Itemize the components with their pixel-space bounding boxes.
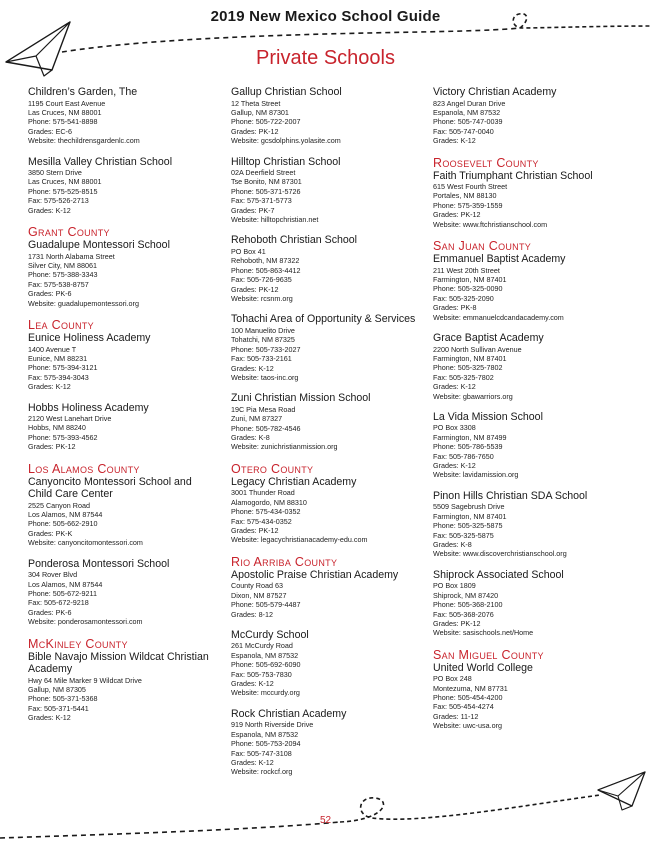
school-details [231,405,426,452]
school-entry [231,569,426,619]
phone-line: Phone: 575-359-1559 [433,200,503,210]
school-name: Tohachi Area of Opportunity & Services [231,313,416,326]
fax-line: Fax: 505-672-9218 [28,598,89,608]
address-line: 3850 Stern Drive [28,168,82,178]
website-line: Website: rcsnm.org [231,294,293,303]
website-line: Website: emmanuelcdcandacademy.com [433,312,564,322]
page-header-title: 2019 New Mexico School Guide [210,8,441,25]
address-line: 304 Rover Blvd [28,570,78,580]
grades-line: Grades: K-12 [28,205,71,215]
school-details [28,414,218,452]
grades-line: Grades: PK-12 [433,618,481,628]
phone-line: Phone: 575-388-3343 [28,270,98,280]
grades-line: Grades: PK-7 [231,205,275,215]
phone-line: Phone: 575-434-0352 [231,507,301,517]
address-line: Tohatchi, NM 87325 [231,335,295,345]
school-details [28,345,218,392]
address-line: Tse Bonito, NM 87301 [231,177,302,187]
school-entry [433,569,645,638]
grades-line: Grades: PK-12 [231,126,279,136]
address-line: Gallup, NM 87301 [231,107,289,117]
website-line: Website: zunichristianmission.org [231,442,338,452]
address-line: 5509 Sagebrush Drive [433,502,505,512]
phone-line: Phone: 505-722-2007 [231,117,301,127]
fax-line: Fax: 505-786-7650 [433,451,494,461]
address-line: 12 Theta Street [231,98,281,108]
county-heading: Los Alamos County [28,461,140,476]
website-line: Website: ponderosamontessori.com [28,617,143,627]
address-line: Rehoboth, NM 87322 [231,256,300,266]
school-name: Mesilla Valley Christian School [28,155,173,168]
phone-line: Phone: 505-325-5875 [433,521,503,531]
school-details [433,99,645,146]
phone-line: Phone: 575-394-3121 [28,363,98,373]
website-line: Website: mccurdy.org [231,688,300,698]
school-details [433,581,645,637]
fax-line: Fax: 505-753-7830 [231,669,292,679]
column-2 [231,86,426,787]
phone-line: Phone: 505-662-2910 [28,519,98,529]
school-name: Grace Baptist Academy [433,332,544,344]
school-details [28,501,218,548]
school-entry [231,86,426,146]
website-line: Website: uwc-usa.org [433,721,502,731]
address-line: 2120 West Lanehart Drive [28,414,112,424]
school-entry [433,662,645,731]
school-name: Rehoboth Christian School [231,234,358,247]
school-name: Apostolic Praise Christian Academy [231,568,399,581]
website-line: Website: www.discoverchristianschool.org [433,549,567,559]
address-line: 19C Pia Mesa Road [231,404,296,414]
address-line: 919 North Riverside Drive [231,720,314,730]
phone-line: Phone: 575-541-8898 [28,117,98,127]
fax-line: Fax: 505-371-5441 [28,703,89,713]
address-line: 1195 Court East Avenue [28,98,106,108]
grades-line: Grades: K-12 [28,713,71,723]
phone-line: Phone: 505-368-2100 [433,600,503,610]
fax-line: Fax: 575-371-5773 [231,196,292,206]
address-line: PO Box 41 [231,246,266,256]
school-entry [433,86,645,146]
school-entry [231,234,426,303]
school-details [28,168,218,215]
school-entry [231,313,426,382]
school-details [433,423,645,479]
school-name: Eunice Holiness Academy [28,332,151,344]
school-entry [28,86,218,146]
grades-line: Grades: K-12 [28,382,71,392]
address-line: 02A Deerfield Street [231,168,296,178]
phone-line: Phone: 505-753-2094 [231,739,301,749]
school-name: Children’s Garden, The [28,86,138,98]
website-line: Website: sasischools.net/Home [433,628,534,638]
fax-line: Fax: 505-325-2090 [433,293,494,303]
school-entry [433,490,645,559]
address-line: Hwy 64 Mile Marker 9 Wildcat Drive [28,675,142,685]
grades-line: Grades: EC-6 [28,126,72,136]
address-line: Espanola, NM 87532 [231,650,299,660]
county-heading: Grant County [28,225,110,240]
school-name: Legacy Christian Academy [231,475,357,488]
school-name: United World College [433,661,533,674]
address-line: 211 West 20th Street [433,265,500,275]
school-details [231,99,426,146]
phone-line: Phone: 505-672-9211 [28,589,98,598]
school-name: Hobbs Holiness Academy [28,401,149,414]
county-heading: Lea County [28,318,94,332]
address-line: Hobbs, NM 88240 [28,423,86,433]
school-entry [28,476,218,548]
address-line: Farmington, NM 87401 [433,511,507,521]
address-line: PO Box 3308 [433,423,476,433]
school-entry [28,156,218,216]
school-entry [231,392,426,452]
fax-line: Fax: 505-325-7802 [433,372,494,382]
fax-line: Fax: 575-526-2713 [28,196,89,206]
school-name: Faith Triumphant Christian School [433,169,593,182]
address-line: 3001 Thunder Road [231,488,295,498]
page-number: 52 [319,815,332,826]
school-name: Bible Navajo Mission Wildcat Christian Academy [28,650,209,676]
address-line: 100 Manuelito Drive [231,325,295,335]
column-1 [28,86,218,733]
school-details [231,641,426,697]
school-entry [28,558,218,627]
address-line: Shiprock, NM 87420 [433,590,499,600]
address-line: Alamogordo, NM 88310 [231,497,307,507]
address-line: Los Alamos, NM 87544 [28,579,103,589]
school-name: Zuni Christian Mission School [231,392,371,405]
fax-line: Fax: 575-394-3043 [28,372,89,382]
grades-line: Grades: K-12 [433,382,476,392]
county-heading: McKinley County [28,636,128,651]
address-line: 2200 North Sullivan Avenue [433,344,522,354]
school-name: Rock Christian Academy [231,707,347,720]
fax-line: Fax: 575-434-0352 [231,516,292,526]
grades-line: Grades: K-12 [231,363,274,373]
grades-line: Grades: K-12 [231,758,274,767]
grades-line: Grades: PK-6 [28,607,72,617]
school-details [433,674,645,730]
phone-line: Phone: 505-325-7802 [433,363,503,373]
school-details [28,570,218,626]
school-details [28,99,218,146]
address-line: Gallup, NM 87305 [28,685,86,695]
school-entry [231,629,426,698]
fax-line: Fax: 575-538-8757 [28,279,89,289]
school-entry [433,411,645,480]
school-details [433,182,645,229]
address-line: 1731 North Alabama Street [28,251,115,261]
phone-line: Phone: 505-454-4200 [433,693,503,703]
school-entry [28,332,218,392]
county-heading: Roosevelt County [433,155,539,170]
school-entry [28,402,218,452]
address-line: Espanola, NM 87532 [433,107,501,117]
website-line: Website: lavidamission.org [433,470,519,480]
school-name: La Vida Mission School [433,410,543,423]
school-entry [433,253,645,322]
address-line: Zuni, NM 87327 [231,414,283,424]
county-heading: San Juan County [433,239,532,254]
website-line: Website: www.ftchristianschool.com [433,219,548,229]
address-line: Portales, NM 88130 [433,191,497,201]
phone-line: Phone: 505-371-5726 [231,186,301,196]
school-name: Pinon Hills Christian SDA School [433,489,588,502]
school-entry [231,156,426,225]
website-line: Website: guadalupemontessori.org [28,298,139,308]
grades-line: Grades: 11-12 [433,711,479,721]
address-line: Farmington, NM 87401 [433,353,507,363]
fax-line: Fax: 505-325-5875 [433,530,494,540]
website-line: Website: canyoncitomontessori.com [28,538,143,548]
address-line: Eunice, NM 88231 [28,353,88,363]
website-line: Website: rockcf.org [231,767,293,777]
county-heading: San Miguel County [433,647,544,662]
address-line: Espanola, NM 87532 [231,729,299,739]
phone-line: Phone: 505-325-0090 [433,284,503,294]
grades-line: Grades: PK-K [28,528,73,538]
school-name: Hilltop Christian School [231,155,341,168]
school-entry [433,332,645,401]
school-name: Ponderosa Montessori School [28,557,170,570]
grades-line: Grades: PK-12 [231,284,279,294]
phone-line: Phone: 505-692-6090 [231,660,301,670]
school-entry [231,708,426,777]
grades-line: Grades: K-8 [433,540,472,549]
school-entry [231,476,426,545]
phone-line: Phone: 575-525-8515 [28,186,98,196]
address-line: Montezuma, NM 87731 [433,683,508,693]
school-details [231,488,426,544]
phone-line: Phone: 505-782-4546 [231,423,301,433]
fax-line: Fax: 505-368-2076 [433,609,494,619]
fax-line: Fax: 505-747-3108 [231,748,292,758]
school-details [28,676,218,723]
fax-line: Fax: 505-747-0040 [433,126,494,136]
phone-line: Phone: 575-393-4562 [28,432,98,442]
school-name: Emmanuel Baptist Academy [433,253,566,266]
school-name: Canyoncito Montessori School and Child Care Center [28,475,192,501]
school-details [231,581,426,619]
grades-line: Grades: PK-12 [231,526,279,535]
address-line: PO Box 1809 [433,581,476,591]
column-3 [433,86,645,741]
grades-line: Grades: PK-12 [433,210,481,220]
fax-line: Fax: 505-454-4274 [433,702,494,712]
school-entry [433,170,645,230]
address-line: 823 Angel Duran Drive [433,98,506,108]
website-line: Website: legacychristianacademy-edu.com [231,535,368,545]
fax-line: Fax: 505-733-2161 [231,354,292,364]
school-name: Shiprock Associated School [433,568,564,581]
phone-line: Phone: 505-747-0039 [433,117,503,127]
address-line: 261 McCurdy Road [231,641,293,651]
phone-line: Phone: 505-863-4412 [231,265,301,275]
phone-line: Phone: 505-786-5539 [433,442,503,452]
section-title: Private Schools [256,47,395,69]
grades-line: Grades: PK-12 [28,442,76,452]
paper-airplane-icon [598,772,645,810]
grades-line: Grades: PK-8 [433,303,477,313]
grades-line: Grades: PK-6 [28,289,72,299]
school-details [231,247,426,303]
school-details [231,326,426,382]
grades-line: Grades: K-8 [231,433,270,443]
school-name: Gallup Christian School [231,86,342,98]
phone-line: Phone: 505-371-5368 [28,694,98,704]
address-line: Dixon, NM 87527 [231,590,287,600]
address-line: Las Cruces, NM 88001 [28,177,102,187]
grades-line: Grades: K-12 [433,461,476,471]
county-heading: Rio Arriba County [231,554,338,569]
school-details [433,266,645,322]
address-line: Las Cruces, NM 88001 [28,107,102,117]
address-line: Farmington, NM 87401 [433,274,507,284]
county-heading: Otero County [231,461,314,476]
address-line: PO Box 248 [433,674,472,684]
grades-line: Grades: K-12 [231,679,274,689]
address-line: County Road 63 [231,581,283,591]
address-line: 2525 Canyon Road [28,500,90,510]
website-line: Website: taos-inc.org [231,372,299,382]
address-line: 1400 Avenue T [28,344,77,354]
school-entry [28,239,218,308]
address-line: 615 West Fourth Street [433,182,508,192]
school-details [231,720,426,776]
website-line: Website: gcsdolphins.yolasite.com [231,136,341,146]
school-name: Victory Christian Academy [433,86,557,98]
website-line: Website: gbawarriors.org [433,391,513,401]
fax-line: Fax: 505-726-9635 [231,275,292,285]
website-line: Website: thechildrensgardenlc.com [28,136,140,146]
phone-line: Phone: 505-733-2027 [231,344,301,354]
school-details [231,168,426,224]
grades-line: Grades: K-12 [433,136,476,146]
address-line: Farmington, NM 87499 [433,432,507,442]
grades-line: Grades: 8-12 [231,609,273,619]
school-name: McCurdy School [231,628,309,641]
school-details [433,345,645,401]
phone-line: Phone: 505-579-4487 [231,600,301,610]
school-details [433,502,645,558]
school-name: Guadalupe Montessori School [28,239,170,252]
school-details [28,252,218,308]
address-line: Silver City, NM 88061 [28,260,97,270]
school-entry [28,651,218,723]
website-line: Website: hilltopchristian.net [231,215,319,225]
address-line: Los Alamos, NM 87544 [28,510,103,520]
